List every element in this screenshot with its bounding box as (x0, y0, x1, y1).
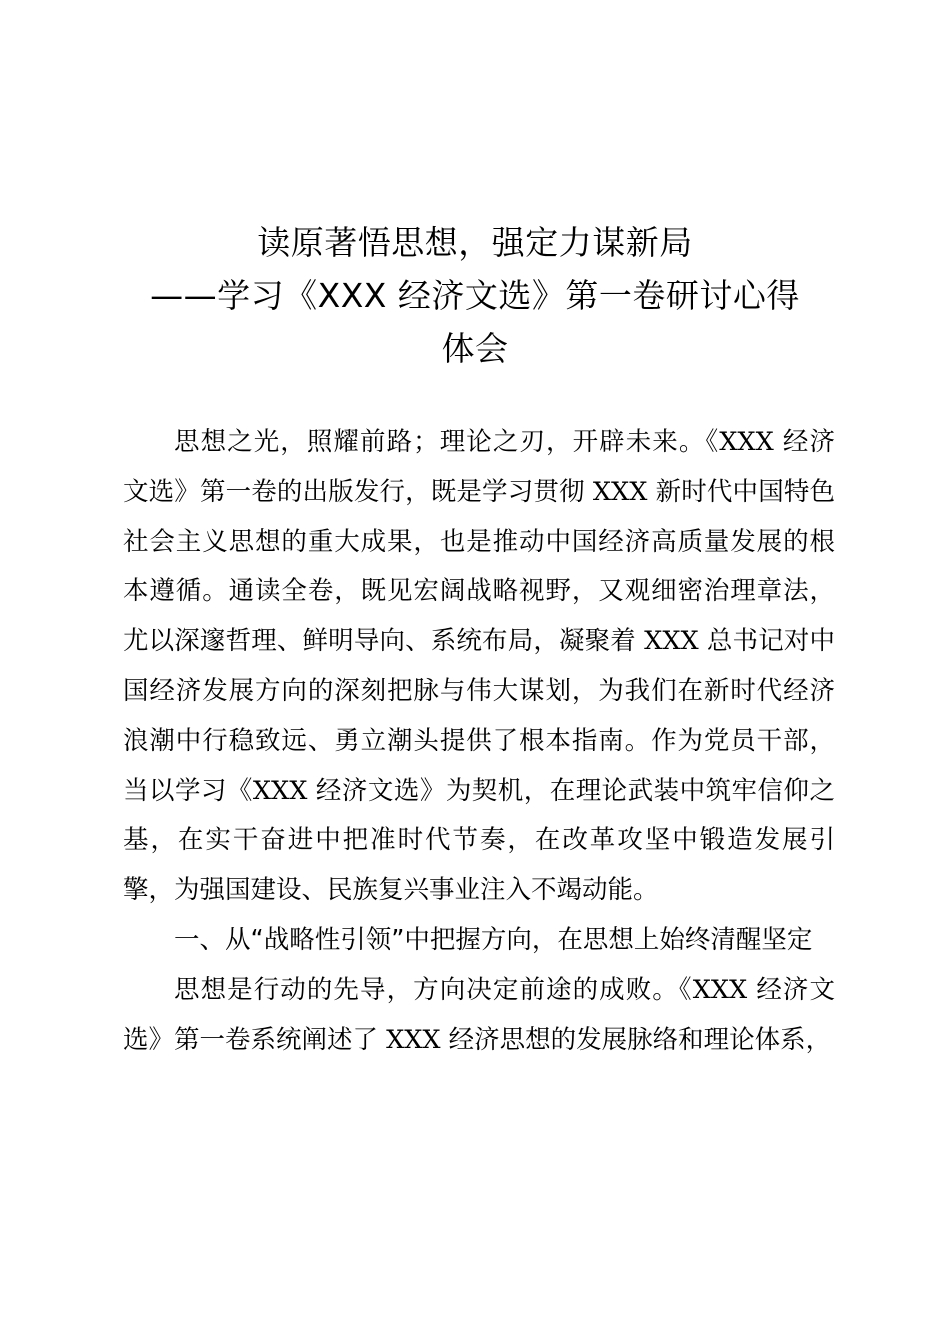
section-heading-1: 一、从“战略性引领”中把握方向，在思想上始终清醒坚定 (174, 924, 813, 955)
document-title (100, 216, 850, 375)
title-line-1: 读原著悟思想，强定力谋新局 (257, 223, 693, 262)
document-body (123, 418, 835, 1065)
title-line-3: 体会 (441, 329, 509, 368)
intro-paragraph: 思想之光，照耀前路；理论之刃，开辟未来。《XXX 经济文选》第一卷的出版发行，既是学习贯彻 XXX 新时代中国特色社会主义思想的重大成果，也是推动中国经济高质量发展的根本遵循。通读全卷，既见宏阔战略视野，又观细密治理章法，尤以深邃哲理、鲜明导向、系统布局，凝聚着 XXX 总书记对中国经济发展方向的深刻把脉与伟大谋划，为我们在新时代经济浪潮中行稳致远、勇立潮头提供了根本指南。作为党员干部，当以学习《XXX 经济文选》为契机，在理论武装中筑牢信仰之基，在实干奋进中把准时代节奏，在改革攻坚中锻造发展引擎，为强国建设、民族复兴事业注入不竭动能。 (123, 427, 835, 906)
title-line-2: ——学习《XXX 经济文选》第一卷研讨心得 (150, 276, 800, 315)
section-1-paragraph: 思想是行动的先导，方向决定前途的成败。《XXX 经济文选》第一卷系统阐述了 XXX 经济思想的发展脉络和理论体系， (123, 974, 835, 1055)
